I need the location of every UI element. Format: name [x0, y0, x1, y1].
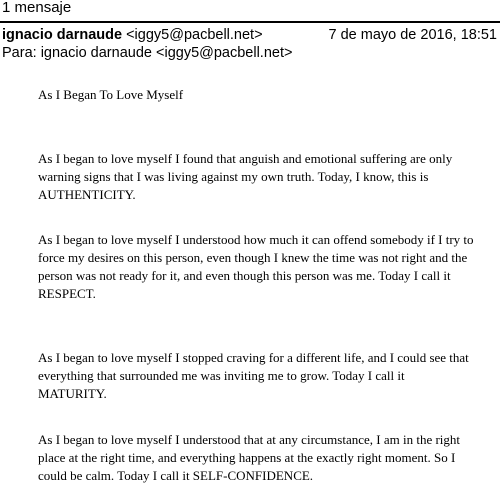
- paragraph-line: everything that surrounded me was inviting me to grow. Today I call it: [38, 368, 405, 383]
- paragraph-line: As I began to love myself I understood that at any circumstance, I am in the right: [38, 432, 461, 447]
- paragraph-line: AUTHENTICITY.: [38, 187, 136, 202]
- sender-email[interactable]: <iggy5@pacbell.net>: [126, 27, 263, 43]
- paragraph-line: As I began to love myself I found that anguish and emotional suffering are only: [38, 151, 453, 166]
- paragraph-line: As I began to love myself I stopped craving for a different life, and I could see that: [38, 350, 469, 365]
- paragraph-line: force my desires on this person, even though I knew the time was not right and the: [38, 250, 468, 265]
- paragraph-line: MATURITY.: [38, 386, 107, 401]
- paragraph-line: could be calm. Today I call it SELF-CONFIDENCE.: [38, 468, 314, 483]
- header-divider: [0, 21, 500, 23]
- message-body: [38, 86, 493, 483]
- from-line: [2, 26, 498, 44]
- paragraph-line: As I began to love myself I understood how much it can offend somebody if I try to: [38, 232, 474, 247]
- message-title: As I Began To Love Myself: [38, 87, 184, 102]
- to-line: [2, 44, 498, 62]
- paragraph-respect: [38, 231, 493, 303]
- message-count: 1 mensaje: [2, 0, 72, 16]
- to-label: Para:: [2, 45, 37, 61]
- paragraph-self-confidence: [38, 431, 493, 485]
- paragraph-line: place at the right time, and everything happens at the exactly right moment. So I: [38, 450, 456, 465]
- paragraph-line: warning signs that I was living against my own truth. Today, I know, this is: [38, 169, 429, 184]
- sender-name: ignacio darnaude: [2, 27, 123, 43]
- recipient-email[interactable]: <iggy5@pacbell.net>: [156, 45, 293, 61]
- message-date: 7 de mayo de 2016, 18:51: [328, 27, 497, 43]
- paragraph-line: person was not ready for it, and even though this person was me. Today I call it: [38, 268, 451, 283]
- paragraph-authenticity: [38, 150, 493, 204]
- paragraph-maturity: [38, 349, 493, 403]
- message-header: [2, 26, 498, 62]
- recipient-name: ignacio darnaude: [40, 45, 152, 61]
- paragraph-line: RESPECT.: [38, 286, 96, 301]
